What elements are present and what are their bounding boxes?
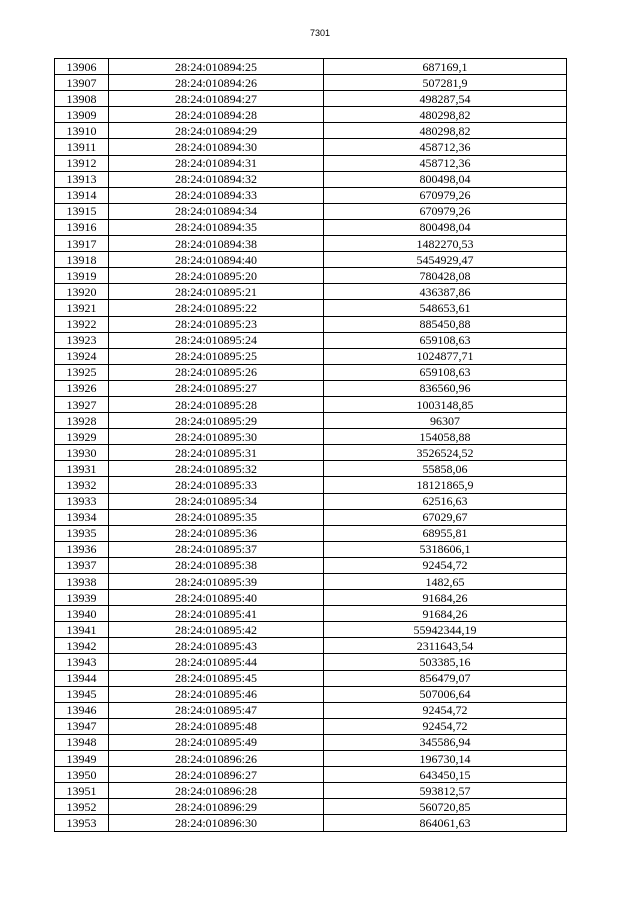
- table-row: [55, 348, 567, 364]
- cadastral-number-cell: 28:24:010894:25: [109, 59, 324, 75]
- cadastral-number-cell: 28:24:010895:30: [109, 429, 324, 445]
- cadastral-number-cell: 28:24:010895:35: [109, 509, 324, 525]
- table-row: [55, 702, 567, 718]
- table-row: [55, 155, 567, 171]
- row-number-cell: 13953: [55, 815, 109, 831]
- table-row: [55, 525, 567, 541]
- row-number-cell: 13924: [55, 348, 109, 364]
- cadastral-value-cell: 91684,26: [324, 590, 567, 606]
- row-number-cell: 13930: [55, 445, 109, 461]
- cadastral-value-cell: 780428,08: [324, 268, 567, 284]
- cadastral-value-cell: 507281,9: [324, 75, 567, 91]
- row-number-cell: 13939: [55, 590, 109, 606]
- row-number-cell: 13906: [55, 59, 109, 75]
- row-number-cell: 13945: [55, 686, 109, 702]
- row-number-cell: 13938: [55, 574, 109, 590]
- cadastral-number-cell: 28:24:010894:32: [109, 171, 324, 187]
- cadastral-number-cell: 28:24:010895:24: [109, 332, 324, 348]
- cadastral-value-cell: 1024877,71: [324, 348, 567, 364]
- cadastral-value-cell: 856479,07: [324, 670, 567, 686]
- cadastral-number-cell: 28:24:010895:21: [109, 284, 324, 300]
- cadastral-value-cell: 5454929,47: [324, 252, 567, 268]
- cadastral-number-cell: 28:24:010895:34: [109, 493, 324, 509]
- table-body: [55, 59, 567, 832]
- cadastral-number-cell: 28:24:010895:40: [109, 590, 324, 606]
- cadastral-number-cell: 28:24:010895:22: [109, 300, 324, 316]
- cadastral-value-cell: 154058,88: [324, 429, 567, 445]
- table-row: [55, 799, 567, 815]
- table-row: [55, 654, 567, 670]
- table-row: [55, 670, 567, 686]
- cadastral-number-cell: 28:24:010895:36: [109, 525, 324, 541]
- cadastral-number-cell: 28:24:010895:45: [109, 670, 324, 686]
- cadastral-value-cell: 2311643,54: [324, 638, 567, 654]
- row-number-cell: 13907: [55, 75, 109, 91]
- cadastral-value-cell: 55942344,19: [324, 622, 567, 638]
- cadastral-number-cell: 28:24:010895:26: [109, 364, 324, 380]
- table-row: [55, 445, 567, 461]
- row-number-cell: 13919: [55, 268, 109, 284]
- cadastral-number-cell: 28:24:010895:32: [109, 461, 324, 477]
- cadastral-value-cell: 458712,36: [324, 155, 567, 171]
- row-number-cell: 13948: [55, 734, 109, 750]
- row-number-cell: 13918: [55, 252, 109, 268]
- table-row: [55, 767, 567, 783]
- cadastral-value-cell: 480298,82: [324, 107, 567, 123]
- row-number-cell: 13910: [55, 123, 109, 139]
- row-number-cell: 13929: [55, 429, 109, 445]
- cadastral-number-cell: 28:24:010894:28: [109, 107, 324, 123]
- cadastral-value-cell: 480298,82: [324, 123, 567, 139]
- table-row: [55, 171, 567, 187]
- cadastral-number-cell: 28:24:010896:26: [109, 751, 324, 767]
- table-row: [55, 107, 567, 123]
- table-row: [55, 686, 567, 702]
- cadastral-value-cell: 5318606,1: [324, 541, 567, 557]
- table-row: [55, 187, 567, 203]
- table-row: [55, 815, 567, 831]
- table-row: [55, 734, 567, 750]
- table-row: [55, 236, 567, 252]
- cadastral-value-cell: 92454,72: [324, 702, 567, 718]
- row-number-cell: 13942: [55, 638, 109, 654]
- row-number-cell: 13926: [55, 380, 109, 396]
- table-row: [55, 783, 567, 799]
- cadastral-number-cell: 28:24:010895:29: [109, 413, 324, 429]
- cadastral-number-cell: 28:24:010894:29: [109, 123, 324, 139]
- row-number-cell: 13935: [55, 525, 109, 541]
- cadastral-number-cell: 28:24:010894:26: [109, 75, 324, 91]
- cadastral-number-cell: 28:24:010896:27: [109, 767, 324, 783]
- cadastral-number-cell: 28:24:010895:43: [109, 638, 324, 654]
- cadastral-number-cell: 28:24:010895:44: [109, 654, 324, 670]
- cadastral-value-cell: 91684,26: [324, 606, 567, 622]
- table-row: [55, 509, 567, 525]
- row-number-cell: 13928: [55, 413, 109, 429]
- table-row: [55, 75, 567, 91]
- table-row: [55, 139, 567, 155]
- cadastral-value-cell: 548653,61: [324, 300, 567, 316]
- table-row: [55, 203, 567, 219]
- table-row: [55, 751, 567, 767]
- cadastral-number-cell: 28:24:010895:47: [109, 702, 324, 718]
- row-number-cell: 13941: [55, 622, 109, 638]
- cadastral-number-cell: 28:24:010895:25: [109, 348, 324, 364]
- row-number-cell: 13951: [55, 783, 109, 799]
- table-row: [55, 252, 567, 268]
- row-number-cell: 13911: [55, 139, 109, 155]
- table-row: [55, 461, 567, 477]
- table-row: [55, 300, 567, 316]
- cadastral-value-cell: 836560,96: [324, 380, 567, 396]
- row-number-cell: 13915: [55, 203, 109, 219]
- table-row: [55, 718, 567, 734]
- cadastral-value-cell: 670979,26: [324, 187, 567, 203]
- row-number-cell: 13952: [55, 799, 109, 815]
- row-number-cell: 13946: [55, 702, 109, 718]
- cadastral-value-cell: 593812,57: [324, 783, 567, 799]
- cadastral-number-cell: 28:24:010894:35: [109, 219, 324, 235]
- row-number-cell: 13943: [55, 654, 109, 670]
- row-number-cell: 13917: [55, 236, 109, 252]
- cadastral-value-cell: 62516,63: [324, 493, 567, 509]
- table-row: [55, 557, 567, 573]
- cadastral-value-cell: 55858,06: [324, 461, 567, 477]
- table-row: [55, 268, 567, 284]
- cadastral-number-cell: 28:24:010895:42: [109, 622, 324, 638]
- cadastral-number-cell: 28:24:010895:46: [109, 686, 324, 702]
- row-number-cell: 13908: [55, 91, 109, 107]
- table-row: [55, 316, 567, 332]
- row-number-cell: 13927: [55, 396, 109, 412]
- row-number-cell: 13925: [55, 364, 109, 380]
- cadastral-value-cell: 560720,85: [324, 799, 567, 815]
- row-number-cell: 13936: [55, 541, 109, 557]
- cadastral-value-cell: 67029,67: [324, 509, 567, 525]
- cadastral-value-cell: 196730,14: [324, 751, 567, 767]
- row-number-cell: 13949: [55, 751, 109, 767]
- row-number-cell: 13913: [55, 171, 109, 187]
- table-row: [55, 638, 567, 654]
- cadastral-value-cell: 345586,94: [324, 734, 567, 750]
- table-row: [55, 541, 567, 557]
- row-number-cell: 13916: [55, 219, 109, 235]
- cadastral-number-cell: 28:24:010895:37: [109, 541, 324, 557]
- row-number-cell: 13950: [55, 767, 109, 783]
- table-row: [55, 622, 567, 638]
- cadastral-value-cell: 458712,36: [324, 139, 567, 155]
- table-row: [55, 590, 567, 606]
- table-row: [55, 123, 567, 139]
- cadastral-number-cell: 28:24:010895:31: [109, 445, 324, 461]
- table-row: [55, 91, 567, 107]
- table-row: [55, 59, 567, 75]
- row-number-cell: 13933: [55, 493, 109, 509]
- row-number-cell: 13921: [55, 300, 109, 316]
- row-number-cell: 13934: [55, 509, 109, 525]
- cadastral-value-cell: 507006,64: [324, 686, 567, 702]
- row-number-cell: 13922: [55, 316, 109, 332]
- row-number-cell: 13920: [55, 284, 109, 300]
- cadastral-value-cell: 92454,72: [324, 718, 567, 734]
- row-number-cell: 13937: [55, 557, 109, 573]
- row-number-cell: 13923: [55, 332, 109, 348]
- row-number-cell: 13944: [55, 670, 109, 686]
- table-row: [55, 574, 567, 590]
- cadastral-value-cell: 1482,65: [324, 574, 567, 590]
- cadastral-value-cell: 92454,72: [324, 557, 567, 573]
- cadastral-number-cell: 28:24:010895:49: [109, 734, 324, 750]
- table-row: [55, 364, 567, 380]
- row-number-cell: 13947: [55, 718, 109, 734]
- cadastral-value-cell: 1482270,53: [324, 236, 567, 252]
- row-number-cell: 13940: [55, 606, 109, 622]
- cadastral-value-cell: 659108,63: [324, 364, 567, 380]
- cadastral-number-cell: 28:24:010895:27: [109, 380, 324, 396]
- cadastral-value-cell: 687169,1: [324, 59, 567, 75]
- cadastral-value-cell: 503385,16: [324, 654, 567, 670]
- cadastral-value-cell: 670979,26: [324, 203, 567, 219]
- cadastral-value-cell: 864061,63: [324, 815, 567, 831]
- row-number-cell: 13909: [55, 107, 109, 123]
- cadastral-value-cell: 643450,15: [324, 767, 567, 783]
- row-number-cell: 13932: [55, 477, 109, 493]
- cadastral-number-cell: 28:24:010895:20: [109, 268, 324, 284]
- cadastral-number-cell: 28:24:010895:39: [109, 574, 324, 590]
- cadastral-value-cell: 18121865,9: [324, 477, 567, 493]
- cadastral-number-cell: 28:24:010894:38: [109, 236, 324, 252]
- table-row: [55, 396, 567, 412]
- table-row: [55, 493, 567, 509]
- cadastral-number-cell: 28:24:010894:27: [109, 91, 324, 107]
- cadastral-number-cell: 28:24:010895:33: [109, 477, 324, 493]
- cadastral-value-cell: 659108,63: [324, 332, 567, 348]
- cadastral-value-cell: 800498,04: [324, 219, 567, 235]
- table-row: [55, 219, 567, 235]
- cadastral-number-cell: 28:24:010894:30: [109, 139, 324, 155]
- cadastral-number-cell: 28:24:010894:40: [109, 252, 324, 268]
- row-number-cell: 13912: [55, 155, 109, 171]
- cadastral-number-cell: 28:24:010894:34: [109, 203, 324, 219]
- cadastral-value-cell: 800498,04: [324, 171, 567, 187]
- cadastral-value-cell: 96307: [324, 413, 567, 429]
- cadastral-number-cell: 28:24:010894:33: [109, 187, 324, 203]
- table-row: [55, 380, 567, 396]
- cadastral-number-cell: 28:24:010895:48: [109, 718, 324, 734]
- table-row: [55, 284, 567, 300]
- table-row: [55, 429, 567, 445]
- cadastral-number-cell: 28:24:010896:28: [109, 783, 324, 799]
- cadastral-number-cell: 28:24:010895:38: [109, 557, 324, 573]
- cadastral-number-cell: 28:24:010896:29: [109, 799, 324, 815]
- cadastral-value-table: [54, 58, 567, 832]
- cadastral-value-cell: 885450,88: [324, 316, 567, 332]
- cadastral-number-cell: 28:24:010895:28: [109, 396, 324, 412]
- page-number: 7301: [309, 28, 331, 38]
- cadastral-number-cell: 28:24:010895:23: [109, 316, 324, 332]
- row-number-cell: 13931: [55, 461, 109, 477]
- table-row: [55, 477, 567, 493]
- table-row: [55, 332, 567, 348]
- row-number-cell: 13914: [55, 187, 109, 203]
- cadastral-number-cell: 28:24:010894:31: [109, 155, 324, 171]
- cadastral-value-cell: 436387,86: [324, 284, 567, 300]
- cadastral-number-cell: 28:24:010896:30: [109, 815, 324, 831]
- cadastral-value-cell: 68955,81: [324, 525, 567, 541]
- table-row: [55, 606, 567, 622]
- cadastral-value-cell: 1003148,85: [324, 396, 567, 412]
- cadastral-number-cell: 28:24:010895:41: [109, 606, 324, 622]
- table-row: [55, 413, 567, 429]
- cadastral-value-cell: 3526524,52: [324, 445, 567, 461]
- cadastral-value-cell: 498287,54: [324, 91, 567, 107]
